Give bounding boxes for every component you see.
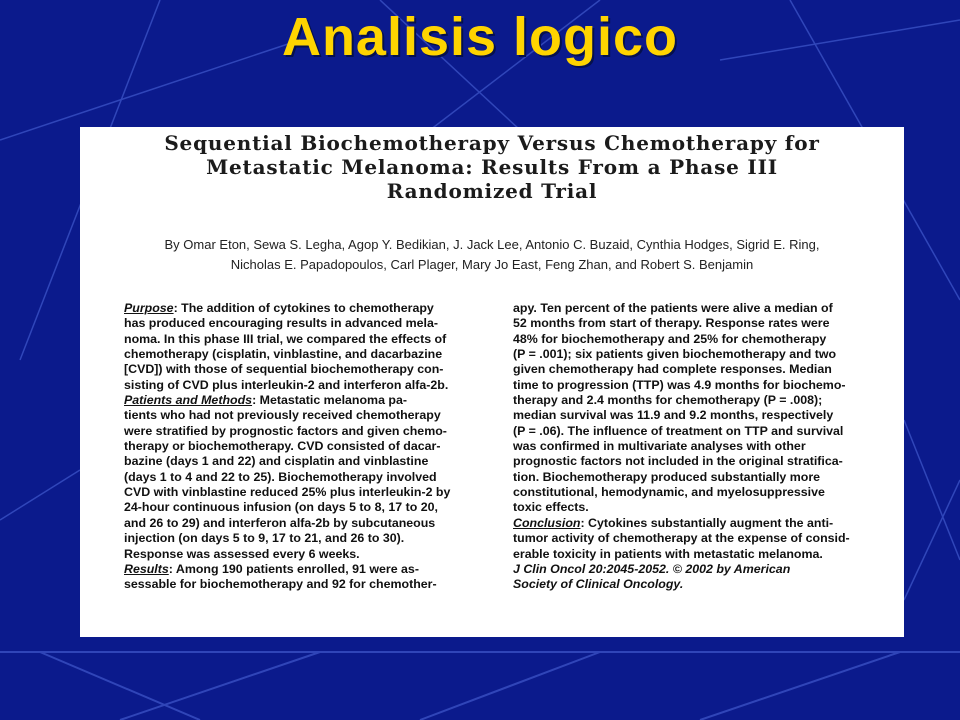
paper-title bbox=[120, 131, 864, 203]
abstract-line: noma. In this phase III trial, we compared the effects of bbox=[124, 331, 447, 346]
abstract-right-column bbox=[513, 301, 879, 593]
abstract-line: apy. Ten percent of the patients were alive a median of bbox=[513, 301, 833, 315]
purpose-heading: Purpose bbox=[124, 301, 174, 315]
paper-title-line: Metastatic Melanoma: Results From a Phase III bbox=[206, 155, 778, 179]
abstract-line: sisting of CVD plus interleukin-2 and interferon alfa-2b. bbox=[124, 377, 449, 392]
abstract-line: Response was assessed every 6 weeks. bbox=[124, 546, 360, 561]
abstract-left-column bbox=[124, 301, 490, 593]
abstract-line: were stratified by prognostic factors and given chemo- bbox=[124, 423, 447, 438]
abstract-line: therapy and 2.4 months for chemotherapy (P = .008); bbox=[513, 393, 823, 408]
abstract-line: tion. Biochemotherapy produced substantially more bbox=[513, 469, 821, 484]
abstract-line: chemotherapy (cisplatin, vinblastine, and dacarbazine bbox=[124, 347, 443, 362]
abstract-line: injection (on days 5 to 9, 17 to 21, and 26 to 30). bbox=[124, 531, 405, 546]
abstract-line: and 26 to 29) and interferon alfa-2b by subcutaneous bbox=[124, 515, 436, 530]
abstract-line: given chemotherapy had complete responses. Median bbox=[513, 362, 832, 377]
abstract-line: erable toxicity in patients with metastatic melanoma. bbox=[513, 546, 823, 561]
abstract-line: constitutional, hemodynamic, and myelosuppressive bbox=[513, 485, 825, 500]
conclusion-heading: Conclusion bbox=[513, 515, 581, 530]
results-heading: Results bbox=[124, 561, 169, 576]
abstract-line: (days 1 to 4 and 22 to 25). Biochemotherapy involved bbox=[124, 469, 437, 484]
abstract-line: [CVD]) with those of sequential biochemotherapy con- bbox=[124, 362, 444, 377]
abstract-line: prognostic factors not included in the original stratifica- bbox=[513, 454, 843, 469]
abstract-line: Purpose: The addition of cytokines to chemotherapy bbox=[124, 301, 434, 315]
abstract-line: time to progression (TTP) was 4.9 months for biochemo- bbox=[513, 377, 846, 392]
abstract-line: Results: Among 190 patients enrolled, 91 were as- bbox=[124, 561, 419, 576]
slide-title: Analisis logico bbox=[281, 7, 679, 67]
citation-line: J Clin Oncol 20:2045-2052. © 2002 by American bbox=[513, 561, 791, 576]
abstract-line: 52 months from start of therapy. Response rates were bbox=[513, 316, 830, 331]
author-line: By Omar Eton, Sewa S. Legha, Agop Y. Bedikian, J. Jack Lee, Antonio C. Buzaid, Cynthia Hodges, Sigrid E. Ring, bbox=[164, 237, 820, 252]
author-line: Nicholas E. Papadopoulos, Carl Plager, Mary Jo East, Feng Zhan, and Robert S. Benjamin bbox=[230, 257, 754, 272]
abstract-line: was confirmed in multivariate analyses with other bbox=[513, 439, 806, 454]
abstract-line: toxic effects. bbox=[513, 500, 589, 515]
citation-line: Society of Clinical Oncology. bbox=[513, 577, 684, 592]
paper-abstract-image bbox=[80, 127, 904, 637]
abstract-line: sessable for biochemotherapy and 92 for chemother- bbox=[124, 577, 437, 592]
abstract-line: median survival was 11.9 and 9.2 months, respectively bbox=[513, 408, 834, 423]
paper-title-line: Randomized Trial bbox=[386, 179, 598, 203]
abstract-line: 48% for biochemotherapy and 25% for chemotherapy bbox=[513, 331, 827, 346]
abstract-line: (P = .001); six patients given biochemotherapy and two bbox=[513, 347, 837, 362]
abstract-line: has produced encouraging results in advanced mela- bbox=[124, 316, 438, 331]
abstract-line: 24-hour continuous infusion (on days 5 to 8, 17 to 20, bbox=[124, 500, 438, 515]
paper-authors bbox=[130, 235, 854, 275]
abstract-line: tumor activity of chemotherapy at the expense of consid- bbox=[513, 531, 850, 546]
abstract-line: (P = .06). The influence of treatment on TTP and survival bbox=[513, 423, 844, 438]
abstract-line: tients who had not previously received chemotherapy bbox=[124, 408, 441, 423]
abstract-line: Conclusion: Cytokines substantially augment the anti- bbox=[513, 515, 834, 530]
abstract-line: therapy or biochemotherapy. CVD consisted of dacar- bbox=[124, 439, 441, 454]
abstract-line: Patients and Methods: Metastatic melanoma pa- bbox=[124, 393, 407, 408]
methods-heading: Patients and Methods bbox=[124, 393, 253, 408]
abstract-line: bazine (days 1 and 22) and cisplatin and vinblastine bbox=[124, 454, 429, 469]
paper-title-line: Sequential Biochemotherapy Versus Chemotherapy for bbox=[164, 131, 820, 155]
abstract-line: CVD with vinblastine reduced 25% plus interleukin-2 by bbox=[124, 485, 451, 500]
